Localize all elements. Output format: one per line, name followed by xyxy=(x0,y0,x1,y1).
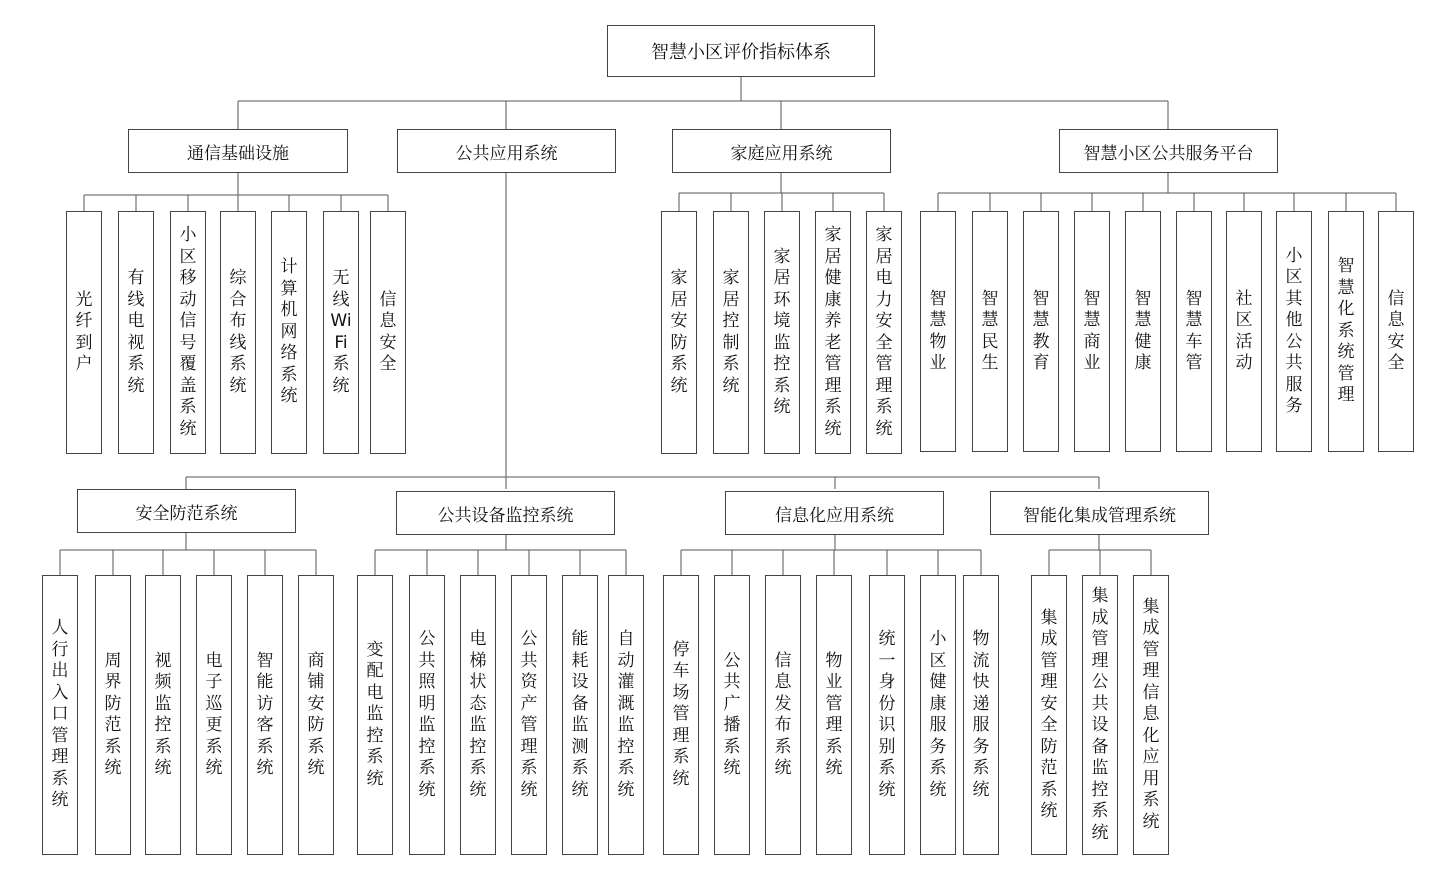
leaf-box: 自 动 灌 溉 监 控 系 统 xyxy=(608,575,644,855)
leaf-box: 集 成 管 理 信 息 化 应 用 系 统 xyxy=(1133,575,1169,855)
leaf-box: 智 慧 物 业 xyxy=(920,211,956,452)
leaf-box: 计 算 机 网 络 系 统 xyxy=(271,211,307,454)
subsystem-integration: 智能化集成管理系统 xyxy=(990,491,1209,535)
leaf-box: 能 耗 设 备 监 测 系 统 xyxy=(562,575,598,855)
leaf-box: 物 流 快 递 服 务 系 统 xyxy=(963,575,999,855)
leaf-box: 家 居 电 力 安 全 管 理 系 统 xyxy=(866,211,902,454)
leaf-box: 无 线 Wi Fi 系 统 xyxy=(323,211,359,454)
leaf-box: 视 频 监 控 系 统 xyxy=(145,575,181,855)
leaf-box: 智 能 访 客 系 统 xyxy=(247,575,283,855)
leaf-box: 有 线 电 视 系 统 xyxy=(118,211,154,454)
category-comm: 通信基础设施 xyxy=(128,129,348,173)
leaf-box: 电 子 巡 更 系 统 xyxy=(196,575,232,855)
leaf-box: 统 一 身 份 识 别 系 统 xyxy=(869,575,905,855)
leaf-box: 综 合 布 线 系 统 xyxy=(220,211,256,454)
leaf-box: 家 居 控 制 系 统 xyxy=(713,211,749,454)
leaf-box: 公 共 广 播 系 统 xyxy=(714,575,750,855)
category-platform: 智慧小区公共服务平台 xyxy=(1059,129,1278,173)
leaf-box: 公 共 照 明 监 控 系 统 xyxy=(409,575,445,855)
leaf-box: 人 行 出 入 口 管 理 系 统 xyxy=(42,575,78,855)
leaf-box: 电 梯 状 态 监 控 系 统 xyxy=(460,575,496,855)
category-public: 公共应用系统 xyxy=(397,129,616,173)
leaf-box: 停 车 场 管 理 系 统 xyxy=(663,575,699,855)
leaf-box: 智 慧 商 业 xyxy=(1074,211,1110,452)
leaf-box: 集 成 管 理 公 共 设 备 监 控 系 统 xyxy=(1082,575,1118,855)
leaf-box: 物 业 管 理 系 统 xyxy=(816,575,852,855)
leaf-box: 信 息 发 布 系 统 xyxy=(765,575,801,855)
leaf-box: 智 慧 车 管 xyxy=(1176,211,1212,452)
leaf-box: 光 纤 到 户 xyxy=(66,211,102,454)
leaf-box: 家 居 健 康 养 老 管 理 系 统 xyxy=(815,211,851,454)
leaf-box: 智 慧 民 生 xyxy=(972,211,1008,452)
category-home: 家庭应用系统 xyxy=(672,129,891,173)
leaf-box: 小 区 移 动 信 号 覆 盖 系 统 xyxy=(170,211,206,454)
leaf-box: 公 共 资 产 管 理 系 统 xyxy=(511,575,547,855)
leaf-box: 智 慧 教 育 xyxy=(1023,211,1059,452)
subsystem-security: 安全防范系统 xyxy=(77,489,296,533)
leaf-box: 变 配 电 监 控 系 统 xyxy=(357,575,393,855)
leaf-box: 集 成 管 理 安 全 防 范 系 统 xyxy=(1031,575,1067,855)
subsystem-equipment: 公共设备监控系统 xyxy=(396,491,615,535)
leaf-box: 智 慧 化 系 统 管 理 xyxy=(1328,211,1364,452)
leaf-box: 周 界 防 范 系 统 xyxy=(95,575,131,855)
leaf-box: 智 慧 健 康 xyxy=(1125,211,1161,452)
leaf-box: 家 居 环 境 监 控 系 统 xyxy=(764,211,800,454)
leaf-box: 商 铺 安 防 系 统 xyxy=(298,575,334,855)
leaf-box: 信 息 安 全 xyxy=(370,211,406,454)
leaf-box: 小 区 其 他 公 共 服 务 xyxy=(1276,211,1312,452)
leaf-box: 社 区 活 动 xyxy=(1226,211,1262,452)
leaf-box: 信 息 安 全 xyxy=(1378,211,1414,452)
leaf-box: 家 居 安 防 系 统 xyxy=(661,211,697,454)
root-node: 智慧小区评价指标体系 xyxy=(607,25,875,77)
leaf-box: 小 区 健 康 服 务 系 统 xyxy=(920,575,956,855)
subsystem-info: 信息化应用系统 xyxy=(725,491,944,535)
